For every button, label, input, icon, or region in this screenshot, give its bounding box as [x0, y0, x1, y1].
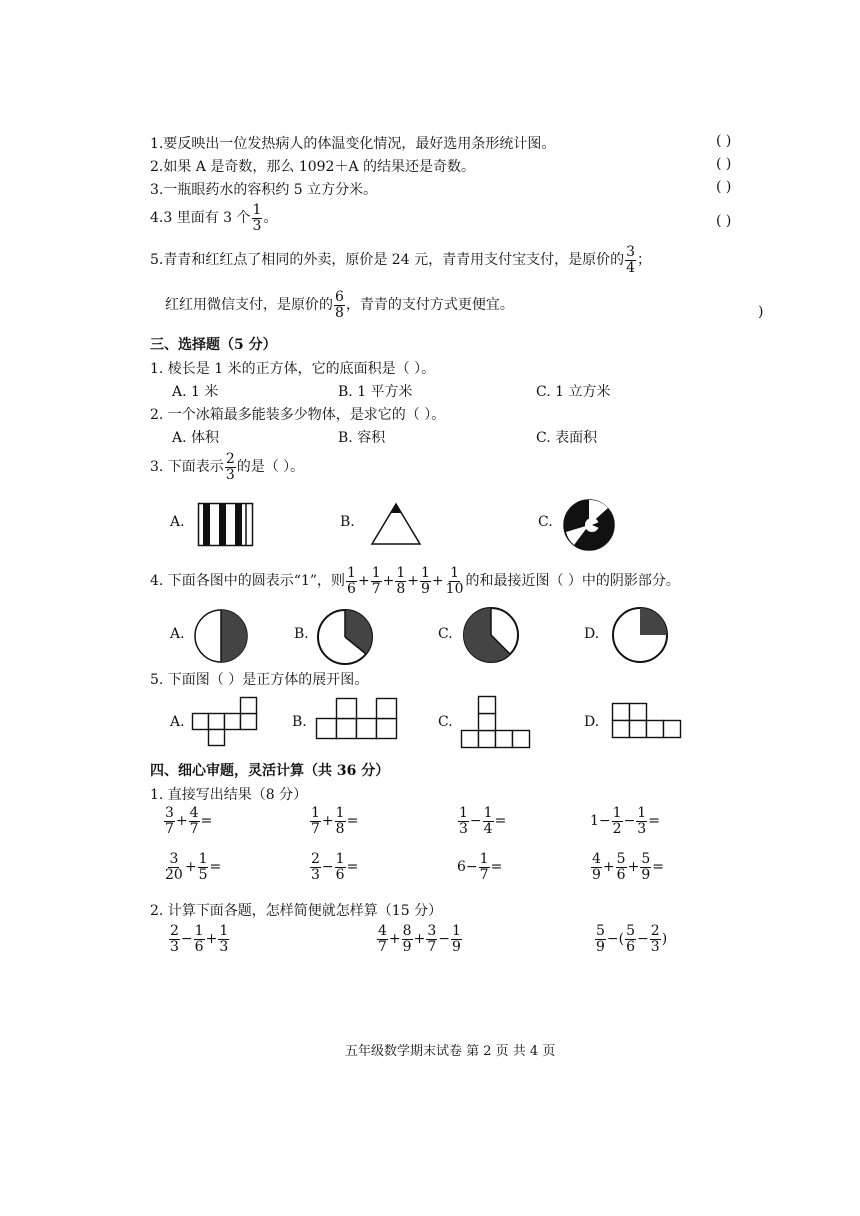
option-a[interactable]: A. 1 米: [172, 384, 219, 400]
calc-expression: 6− $\frac{1}{7}$ =: [457, 851, 503, 883]
option-b[interactable]: B.: [294, 626, 309, 642]
item-text: 要反映出一位发热病人的体温变化情况，最好选用条形统计图。: [163, 136, 556, 152]
fraction: $\frac{1}{6}$: [347, 565, 356, 597]
section-heading: 三、选择题（5 分）: [150, 337, 277, 353]
option-d[interactable]: D.: [584, 626, 600, 642]
cube-net-c: [461, 693, 535, 751]
option-c[interactable]: C. 表面积: [536, 430, 598, 446]
fraction: $\frac{1}{8}$: [396, 565, 406, 597]
choice-q4: 4. 下面各图中的圆表示“1”，则 $\frac{1}{6}$ + $\frac{1}{7}$ + $\frac{1}{8}$ + $\frac{1}{9}$ + $\frac{1}{10}$ 的和最接近图（ ）中的阴影部分。: [150, 565, 680, 597]
option-c[interactable]: C. 1 立方米: [536, 384, 611, 400]
option-a[interactable]: A.: [170, 514, 185, 530]
calc-expression: $\frac{5}{9}$ −( $\frac{5}{6}$ − $\frac{2}{3}$ ): [596, 923, 668, 955]
item-text: 3 里面有 3 个: [163, 210, 251, 227]
page-footer: 五年级数学期末试卷 第 2 页 共 4 页: [345, 1044, 556, 1059]
cube-net-d: [612, 703, 688, 743]
fraction: $\frac{1}{10}$: [445, 565, 464, 597]
option-a[interactable]: A.: [170, 714, 185, 730]
item-num: 3.: [150, 182, 164, 198]
item-num: 1.: [150, 136, 164, 152]
circle-part-shaded: [316, 608, 374, 666]
option-b[interactable]: B. 容积: [338, 430, 386, 446]
item-num: 4.: [150, 210, 164, 227]
section-heading: 四、细心审题，灵活计算（共 36 分）: [150, 763, 390, 779]
calc-expression: $\frac{1}{7}$ + $\frac{1}{8}$ =: [311, 805, 359, 837]
choice-q3: 3. 下面表示 $\frac{2}{3}$ 的是（ ）。: [150, 451, 305, 483]
item-text: 如果 A 是奇数，那么 1092＋A 的结果还是奇数。: [163, 159, 476, 175]
answer-paren[interactable]: ( ): [716, 156, 732, 172]
option-d[interactable]: D.: [584, 714, 600, 730]
calc-expression: $\frac{3}{20}$ + $\frac{1}{5}$ =: [165, 851, 222, 883]
item-text: 青青和红红点了相同的外卖，原价是 24 元，青青用支付宝支付，是原价的: [163, 252, 625, 269]
answer-paren[interactable]: ( ): [716, 213, 732, 229]
option-a[interactable]: A.: [170, 626, 185, 642]
calc-expression: $\frac{1}{3}$ − $\frac{1}{4}$ =: [459, 805, 507, 837]
calc-sub-1: 1. 直接写出结果（8 分）: [150, 787, 308, 803]
option-b[interactable]: B.: [340, 514, 355, 530]
option-b[interactable]: B.: [292, 714, 307, 730]
cube-net-b: [316, 698, 402, 742]
option-a[interactable]: A. 体积: [172, 430, 220, 446]
option-b[interactable]: B. 1 平方米: [338, 384, 413, 400]
item-num: 5.: [150, 252, 164, 269]
fraction: $\frac{1}{3}$: [252, 202, 262, 234]
calc-expression: 1− $\frac{1}{2}$ − $\frac{1}{3}$ =: [590, 805, 660, 837]
judge-item-5-line2: 红红用微信支付，是原价的 $\frac{6}{8}$ ，青青的支付方式更便宜。: [165, 289, 514, 321]
circle-quarter-shaded: [611, 606, 669, 664]
choice-q2: 2. 一个冰箱最多能装多少物体，是求它的（ ）。: [150, 407, 446, 423]
fraction: $\frac{1}{7}$: [371, 565, 381, 597]
triangle-figure: [370, 502, 422, 546]
item-text: 红红用微信支付，是原价的: [165, 297, 333, 314]
calc-expression: $\frac{4}{9}$ + $\frac{5}{6}$ + $\frac{5}{9}$ =: [592, 851, 664, 883]
answer-paren[interactable]: ( ): [716, 179, 732, 195]
answer-paren[interactable]: ): [758, 304, 764, 320]
item-text: 一瓶眼药水的容积约 5 立方分米。: [163, 182, 378, 198]
striped-rectangle-figure: [198, 503, 254, 547]
fraction: $\frac{1}{9}$: [421, 565, 430, 597]
calc-expression: $\frac{4}{7}$ + $\frac{8}{9}$ + $\frac{3}{7}$ − $\frac{1}{9}$: [378, 923, 461, 955]
calc-expression: $\frac{2}{3}$ − $\frac{1}{6}$ =: [311, 851, 359, 883]
choice-q1: 1. 棱长是 1 米的正方体，它的底面积是（ ）。: [150, 361, 436, 377]
option-c[interactable]: C.: [538, 514, 553, 530]
option-c[interactable]: C.: [438, 626, 453, 642]
answer-paren[interactable]: ( ): [716, 133, 732, 149]
choice-q5: 5. 下面图（ ）是正方体的展开图。: [150, 672, 369, 688]
fraction: $\frac{2}{3}$: [225, 451, 235, 483]
item-num: 2.: [150, 159, 164, 175]
judge-item-1: [150, 133, 555, 153]
calc-expression: $\frac{3}{7}$ + $\frac{4}{7}$ =: [165, 805, 213, 837]
judge-item-4: 4.3 里面有 3 个 $\frac{1}{3}$ 。: [150, 202, 278, 234]
judge-item-5: 5.青青和红红点了相同的外卖，原价是 24 元，青青用支付宝支付，是原价的 $\frac{3}{4}$ ；: [150, 244, 651, 276]
cube-net-a: [192, 696, 262, 748]
calc-sub-2: 2. 计算下面各题，怎样简便就怎样算（15 分）: [150, 903, 443, 919]
fraction: $\frac{6}{8}$: [335, 289, 344, 321]
option-c[interactable]: C.: [438, 714, 453, 730]
fraction: $\frac{3}{4}$: [626, 244, 635, 276]
judge-item-2: [150, 156, 475, 176]
circle-half-shaded: [193, 608, 249, 664]
calc-expression: $\frac{2}{3}$ − $\frac{1}{6}$ + $\frac{1}{3}$: [170, 923, 229, 955]
shaded-circle-figure: [562, 498, 616, 552]
judge-item-3: [150, 179, 377, 199]
circle-most-shaded: [462, 606, 520, 664]
